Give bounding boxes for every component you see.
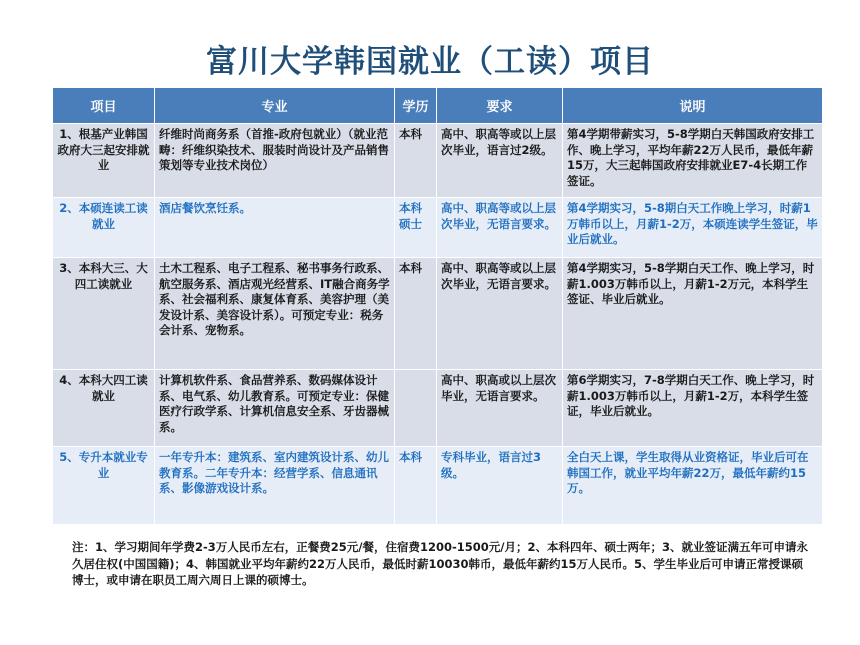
cell-degree xyxy=(395,370,437,447)
cell-requirement: 高中、职高等或以上层次毕业，无语言要求。 xyxy=(437,198,563,258)
table-row xyxy=(53,198,823,258)
header-description: 说明 xyxy=(563,88,823,124)
cell-requirement: 专科毕业，语言过3级。 xyxy=(437,447,563,525)
cell-degree: 本科硕士 xyxy=(395,198,437,258)
cell-requirement: 高中、职高等或以上层次毕业，无语言要求。 xyxy=(437,258,563,370)
cell-requirement: 高中、职高或以上层次毕业，无语言要求。 xyxy=(437,370,563,447)
cell-project: 5、专升本就业专业 xyxy=(53,447,155,525)
cell-description: 第6学期实习，7-8学期白天工作、晚上学习，时薪1.003万韩币以上，月薪1-2万，本科学生签证，毕业后就业。 xyxy=(563,370,823,447)
header-project: 项目 xyxy=(53,88,155,124)
cell-major: 土木工程系、电子工程系、秘书事务行政系、航空服务系、酒店观光经营系、IT融合商务学系、社会福利系、康复体育系、美容护理（美发设计系、美容设计系）。可预定专业：税务会计系、宠物系。 xyxy=(155,258,395,370)
table-row xyxy=(53,447,823,525)
cell-major: 一年专升本：建筑系、室内建筑设计系、幼儿教育系。二年专升本：经营学系、信息通讯系、影像游戏设计系。 xyxy=(155,447,395,525)
table-header-row xyxy=(53,88,823,124)
cell-major: 纤维时尚商务系（首推-政府包就业）（就业范畴：纤维织染技术、服装时尚设计及产品销售策划等专业技术岗位） xyxy=(155,124,395,198)
cell-description: 全白天上课，学生取得从业资格证，毕业后可在韩国工作，就业平均年薪22万，最低年薪约15万。 xyxy=(563,447,823,525)
cell-degree: 本科 xyxy=(395,258,437,370)
cell-major: 计算机软件系、食品营养系、数码媒体设计系、电气系、幼儿教育系。可预定专业：保健医疗行政学系、计算机信息安全系、牙齿器械系。 xyxy=(155,370,395,447)
cell-description: 第4学期带薪实习，5-8学期白天韩国政府安排工作、晚上学习，平均年薪22万人民币，最低年薪15万，大三起韩国政府安排就业E7-4长期工作签证。 xyxy=(563,124,823,198)
cell-degree: 本科 xyxy=(395,124,437,198)
table-row xyxy=(53,124,823,198)
cell-requirement: 高中、职高等或以上层次毕业，语言过2级。 xyxy=(437,124,563,198)
header-requirement: 要求 xyxy=(437,88,563,124)
header-degree: 学历 xyxy=(395,88,437,124)
page-title: 富川大学韩国就业（工读）项目 xyxy=(206,44,654,80)
cell-description: 第4学期实习，5-8期白天工作晚上学习，时薪1万韩币以上，月薪1-2万，本硕连读学生签证，毕业后就业。 xyxy=(563,198,823,258)
table-row xyxy=(53,258,823,370)
cell-project: 4、本科大四工读就业 xyxy=(53,370,155,447)
cell-description: 第4学期实习，5-8学期白天工作、晚上学习，时薪1.003万韩币以上，月薪1-2万元，本科学生签证、毕业后就业。 xyxy=(563,258,823,370)
cell-project: 3、本科大三、大四工读就业 xyxy=(53,258,155,370)
footnote: 注：1、学习期间年学费2-3万人民币左右，正餐费25元/餐，住宿费1200-1500元/月；2、本科四年、硕士两年；3、就业签证满五年可申请永久居住权(中国国籍)；4、韩国就业平均年薪约22万人民币，最低时薪10030韩币，最低年薪约15万人民币。5、学生毕业后可申请正常授课硕博士，或申请在职员工周六周日上课的硕博士。 xyxy=(72,540,808,587)
cell-degree: 本科 xyxy=(395,447,437,525)
cell-project: 2、本硕连读工读就业 xyxy=(53,198,155,258)
cell-project: 1、根基产业韩国政府大三起安排就业 xyxy=(53,124,155,198)
header-major: 专业 xyxy=(155,88,395,124)
cell-major: 酒店餐饮烹饪系。 xyxy=(155,198,395,258)
program-table xyxy=(52,87,823,525)
table-row xyxy=(53,370,823,447)
